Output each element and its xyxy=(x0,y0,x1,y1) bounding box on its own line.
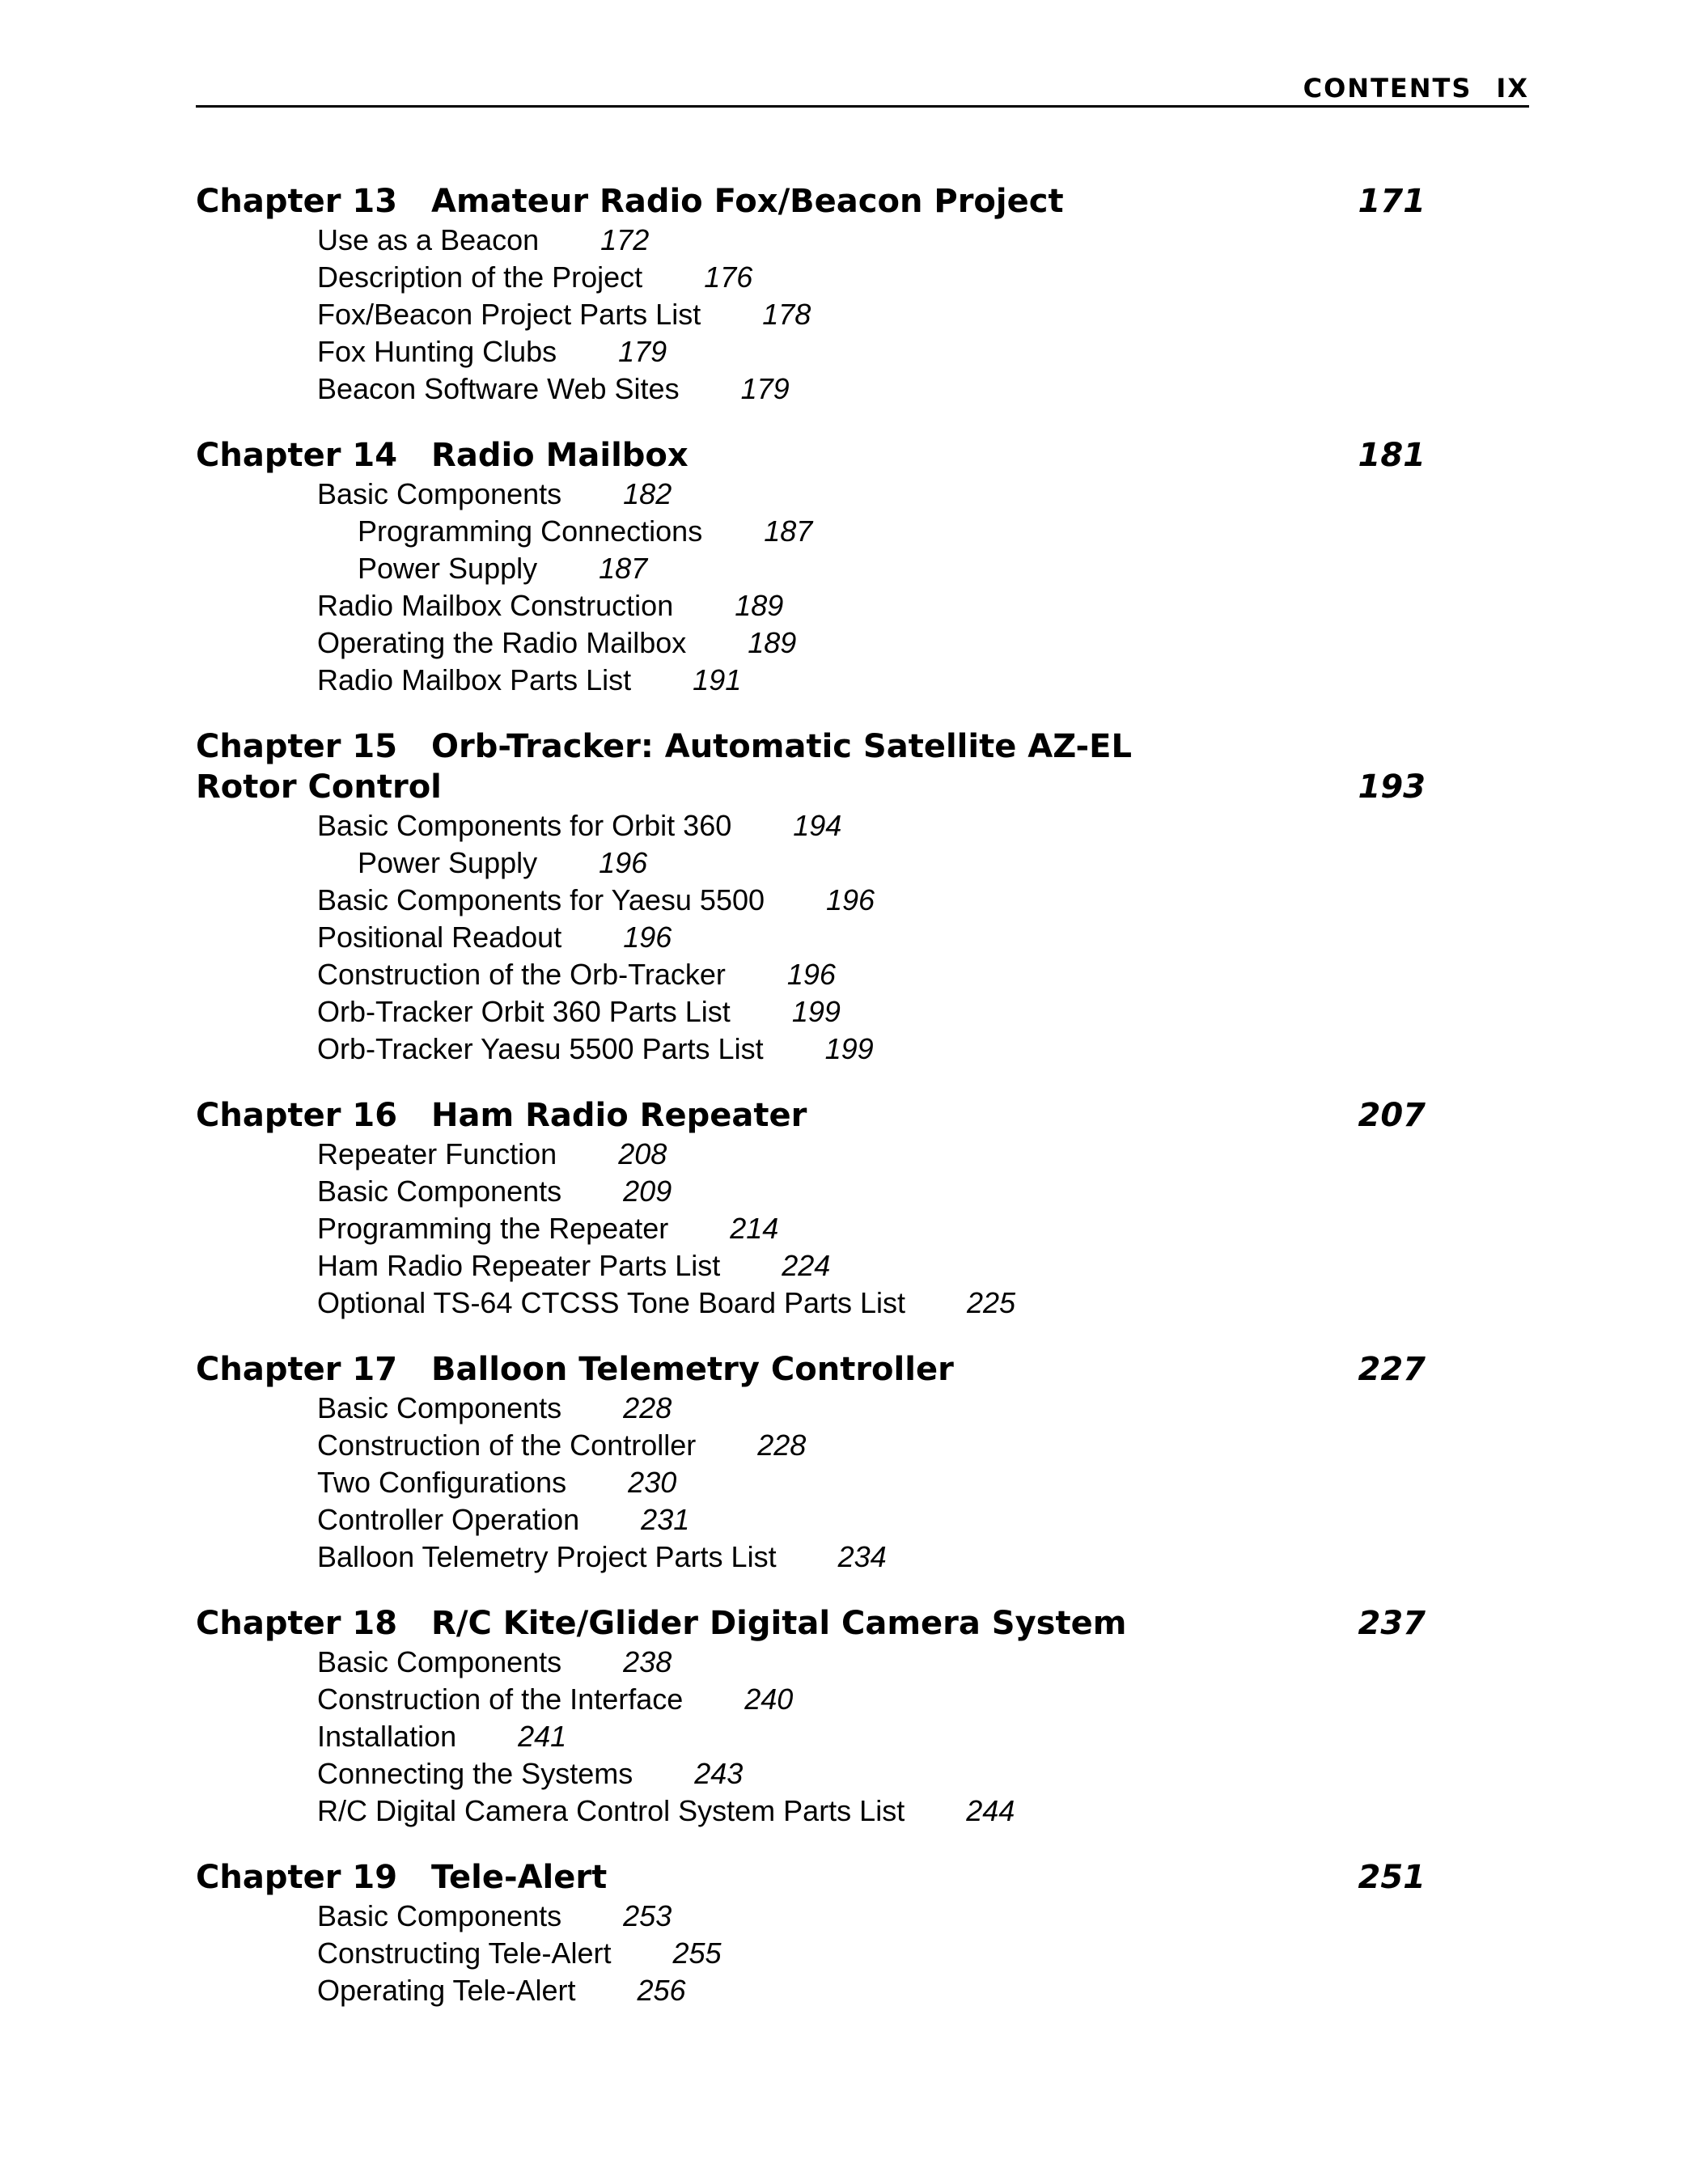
chapter-block xyxy=(196,1095,1426,1322)
entry-page-number: 179 xyxy=(618,335,667,368)
entry-page-number: 231 xyxy=(641,1503,690,1536)
entry-title: Programming Connections xyxy=(358,514,703,548)
entry-title: Beacon Software Web Sites xyxy=(317,372,680,405)
running-head xyxy=(1303,73,1529,104)
entry-page-number: 209 xyxy=(623,1175,672,1208)
section-entry[interactable] xyxy=(317,1285,1426,1322)
chapter-heading[interactable] xyxy=(196,435,1426,476)
entry-page-number: 172 xyxy=(600,223,650,256)
table-of-contents xyxy=(196,181,1426,2037)
chapter-page-number: 227 xyxy=(1358,1351,1426,1388)
entry-page-number: 189 xyxy=(748,626,797,659)
entry-title: Description of the Project xyxy=(317,260,643,294)
chapter-page-number: 207 xyxy=(1358,1097,1426,1134)
entry-title: Construction of the Interface xyxy=(317,1682,684,1716)
entry-title: Fox/Beacon Project Parts List xyxy=(317,298,701,331)
entry-page-number: 189 xyxy=(735,589,784,622)
entry-page-number: 187 xyxy=(599,552,648,585)
entry-page-number: 199 xyxy=(824,1032,874,1065)
section-entry[interactable] xyxy=(317,1136,1426,1173)
entry-title: R/C Digital Camera Control System Parts List xyxy=(317,1794,905,1827)
entry-title: Installation xyxy=(317,1720,457,1753)
entry-page-number: 179 xyxy=(740,372,790,405)
page-number: IX xyxy=(1496,73,1529,104)
chapter-heading[interactable] xyxy=(196,1857,1426,1898)
section-list xyxy=(196,222,1426,408)
chapter-label: Chapter 16 xyxy=(196,1097,398,1134)
subsection-entry[interactable] xyxy=(317,513,1426,550)
entry-title: Basic Components xyxy=(317,1645,562,1678)
section-entry[interactable] xyxy=(317,1935,1426,1972)
chapter-label: Chapter 13 xyxy=(196,183,398,220)
section-entry[interactable] xyxy=(317,587,1426,624)
chapter-title: Balloon Telemetry Controller xyxy=(431,1351,954,1388)
entry-title: Ham Radio Repeater Parts List xyxy=(317,1249,721,1282)
entry-page-number: 241 xyxy=(518,1720,567,1753)
entry-page-number: 228 xyxy=(623,1391,672,1424)
entry-title: Operating Tele-Alert xyxy=(317,1974,576,2007)
section-entry[interactable] xyxy=(317,1718,1426,1755)
section-entry[interactable] xyxy=(317,1173,1426,1210)
chapter-heading[interactable] xyxy=(196,726,1426,807)
section-entry[interactable] xyxy=(317,624,1426,662)
section-entry[interactable] xyxy=(317,1464,1426,1501)
chapter-block xyxy=(196,181,1426,408)
entry-title: Connecting the Systems xyxy=(317,1757,633,1790)
chapter-title: R/C Kite/Glider Digital Camera System xyxy=(431,1605,1127,1642)
entry-page-number: 199 xyxy=(791,995,841,1028)
chapter-block xyxy=(196,726,1426,1068)
chapter-block xyxy=(196,1857,1426,2009)
entry-page-number: 196 xyxy=(623,921,672,954)
entry-page-number: 230 xyxy=(628,1466,677,1499)
entry-title: Basic Components for Orbit 360 xyxy=(317,809,732,842)
section-entry[interactable] xyxy=(317,882,1426,919)
entry-title: Constructing Tele-Alert xyxy=(317,1936,612,1970)
entry-page-number: 176 xyxy=(704,260,753,294)
entry-title: Fox Hunting Clubs xyxy=(317,335,557,368)
section-entry[interactable] xyxy=(317,807,1426,844)
section-entry[interactable] xyxy=(317,333,1426,370)
section-entry[interactable] xyxy=(317,993,1426,1031)
chapter-heading[interactable] xyxy=(196,1603,1426,1644)
subsection-entry[interactable] xyxy=(317,550,1426,587)
section-entry[interactable] xyxy=(317,1390,1426,1427)
chapter-block xyxy=(196,435,1426,699)
chapter-title: Orb-Tracker: Automatic Satellite AZ-EL xyxy=(431,728,1132,765)
entry-page-number: 196 xyxy=(786,958,836,991)
chapter-label: Chapter 15 xyxy=(196,728,398,765)
section-entry[interactable] xyxy=(317,1539,1426,1576)
entry-page-number: 187 xyxy=(764,514,813,548)
entry-page-number: 178 xyxy=(762,298,811,331)
section-entry[interactable] xyxy=(317,919,1426,956)
entry-page-number: 244 xyxy=(966,1794,1015,1827)
entry-title: Positional Readout xyxy=(317,921,562,954)
section-entry[interactable] xyxy=(317,476,1426,513)
entry-page-number: 253 xyxy=(623,1899,672,1932)
entry-page-number: 228 xyxy=(757,1428,807,1462)
chapter-title: Radio Mailbox xyxy=(431,437,688,474)
chapter-label: Chapter 19 xyxy=(196,1859,398,1896)
chapter-heading[interactable] xyxy=(196,181,1426,222)
entry-title: Power Supply xyxy=(358,552,538,585)
section-entry[interactable] xyxy=(317,296,1426,333)
entry-title: Radio Mailbox Parts List xyxy=(317,663,632,696)
entry-title: Repeater Function xyxy=(317,1137,557,1170)
section-list xyxy=(196,476,1426,699)
entry-page-number: 224 xyxy=(782,1249,831,1282)
chapter-heading[interactable] xyxy=(196,1349,1426,1390)
chapter-label: Chapter 18 xyxy=(196,1605,398,1642)
entry-title: Basic Components xyxy=(317,1175,562,1208)
entry-title: Operating the Radio Mailbox xyxy=(317,626,687,659)
chapter-title: Ham Radio Repeater xyxy=(431,1097,807,1134)
entry-page-number: 238 xyxy=(623,1645,672,1678)
section-entry[interactable] xyxy=(317,259,1426,296)
section-entry[interactable] xyxy=(317,1427,1426,1464)
entry-page-number: 243 xyxy=(694,1757,744,1790)
chapter-page-number: 237 xyxy=(1358,1605,1426,1642)
section-entry[interactable] xyxy=(317,1755,1426,1792)
entry-title: Orb-Tracker Orbit 360 Parts List xyxy=(317,995,731,1028)
entry-page-number: 225 xyxy=(967,1286,1016,1319)
section-entry[interactable] xyxy=(317,662,1426,699)
section-list xyxy=(196,807,1426,1068)
section-entry[interactable] xyxy=(317,370,1426,408)
entry-page-number: 196 xyxy=(599,846,648,879)
section-list xyxy=(196,1898,1426,2009)
section-list xyxy=(196,1390,1426,1576)
entry-page-number: 256 xyxy=(637,1974,686,2007)
section-entry[interactable] xyxy=(317,1972,1426,2009)
section-entry[interactable] xyxy=(317,222,1426,259)
entry-title: Use as a Beacon xyxy=(317,223,540,256)
section-entry[interactable] xyxy=(317,1792,1426,1830)
chapter-heading[interactable] xyxy=(196,1095,1426,1136)
entry-title: Radio Mailbox Construction xyxy=(317,589,674,622)
section-entry[interactable] xyxy=(317,1898,1426,1935)
entry-title: Basic Components xyxy=(317,477,562,510)
subsection-entry[interactable] xyxy=(317,844,1426,882)
entry-page-number: 196 xyxy=(826,883,875,916)
entry-page-number: 191 xyxy=(693,663,742,696)
section-entry[interactable] xyxy=(317,1031,1426,1068)
entry-title: Balloon Telemetry Project Parts List xyxy=(317,1540,777,1573)
chapter-title: Amateur Radio Fox/Beacon Project xyxy=(431,183,1064,220)
entry-title: Controller Operation xyxy=(317,1503,580,1536)
chapter-page-number: 251 xyxy=(1358,1859,1426,1896)
entry-title: Optional TS-64 CTCSS Tone Board Parts List xyxy=(317,1286,906,1319)
chapter-block xyxy=(196,1349,1426,1576)
section-entry[interactable] xyxy=(317,1644,1426,1681)
section-entry[interactable] xyxy=(317,1501,1426,1539)
chapter-title-continued: Rotor Control xyxy=(196,768,442,806)
chapter-page-number: 171 xyxy=(1358,183,1426,220)
chapter-block xyxy=(196,1603,1426,1830)
entry-title: Two Configurations xyxy=(317,1466,567,1499)
entry-title: Basic Components xyxy=(317,1899,562,1932)
section-title: CONTENTS xyxy=(1303,73,1472,104)
chapter-page-number: 181 xyxy=(1358,437,1426,474)
entry-title: Power Supply xyxy=(358,846,538,879)
entry-page-number: 234 xyxy=(837,1540,887,1573)
entry-title: Programming the Repeater xyxy=(317,1212,669,1245)
section-entry[interactable] xyxy=(317,1681,1426,1718)
entry-page-number: 194 xyxy=(793,809,842,842)
entry-page-number: 214 xyxy=(730,1212,779,1245)
entry-title: Orb-Tracker Yaesu 5500 Parts List xyxy=(317,1032,764,1065)
entry-title: Basic Components for Yaesu 5500 xyxy=(317,883,765,916)
entry-page-number: 255 xyxy=(672,1936,722,1970)
section-list xyxy=(196,1644,1426,1830)
entry-page-number: 240 xyxy=(744,1682,794,1716)
chapter-label: Chapter 14 xyxy=(196,437,398,474)
section-list xyxy=(196,1136,1426,1322)
section-entry[interactable] xyxy=(317,1210,1426,1247)
entry-title: Construction of the Orb-Tracker xyxy=(317,958,726,991)
entry-title: Basic Components xyxy=(317,1391,562,1424)
chapter-label: Chapter 17 xyxy=(196,1351,398,1388)
entry-page-number: 208 xyxy=(618,1137,667,1170)
entry-page-number: 182 xyxy=(623,477,672,510)
entry-title: Construction of the Controller xyxy=(317,1428,697,1462)
chapter-page-number: 193 xyxy=(1358,768,1426,806)
section-entry[interactable] xyxy=(317,956,1426,993)
chapter-title: Tele-Alert xyxy=(431,1859,608,1896)
section-entry[interactable] xyxy=(317,1247,1426,1285)
running-header xyxy=(196,70,1529,108)
